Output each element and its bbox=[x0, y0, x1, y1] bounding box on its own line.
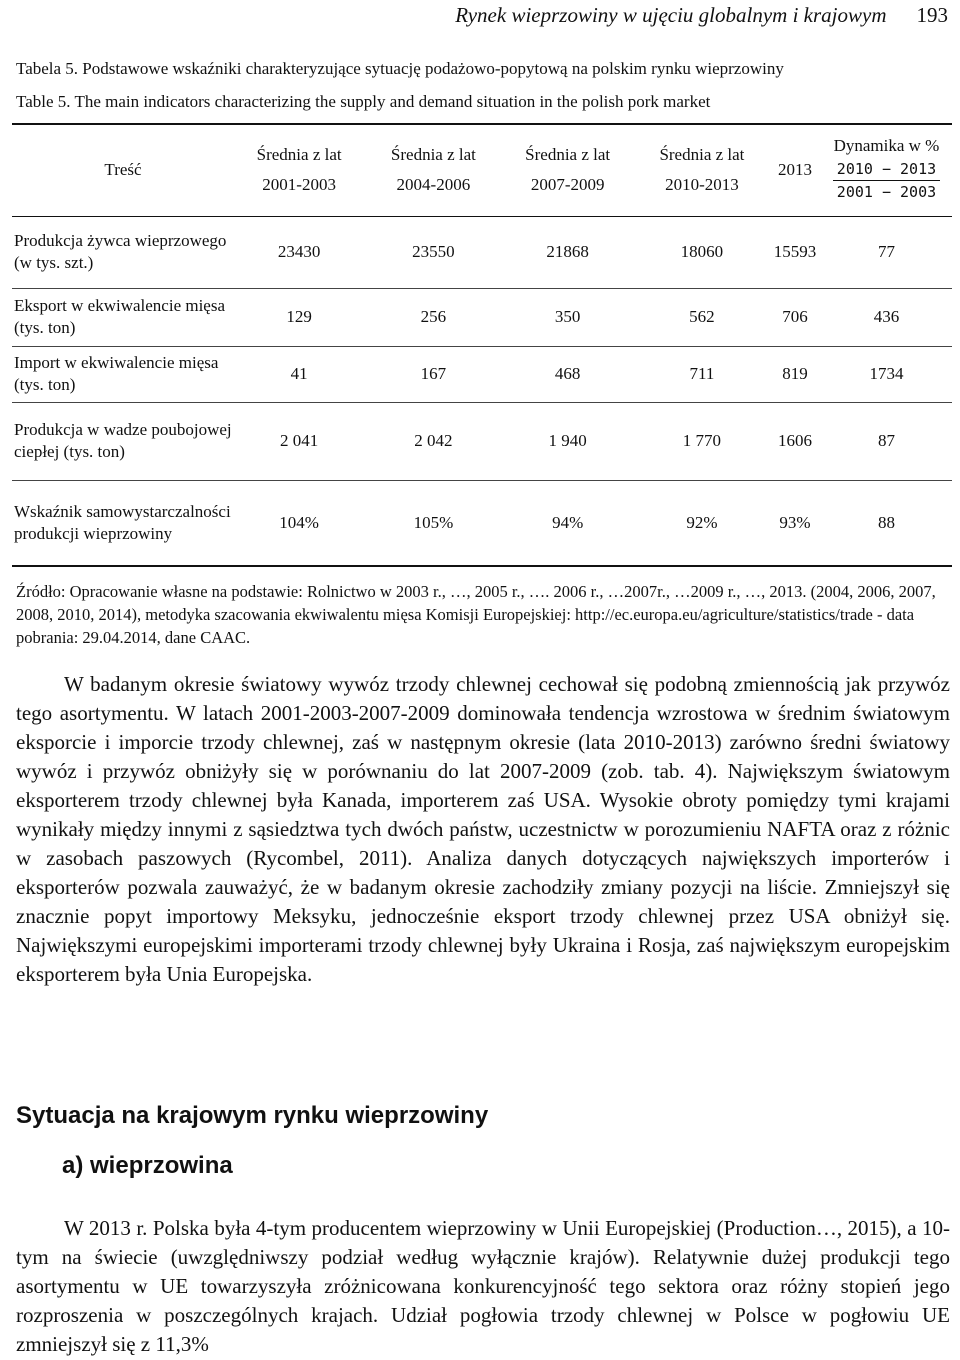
table-cell: 706 bbox=[782, 307, 808, 326]
subsection-title: a) wieprzowina bbox=[62, 1152, 233, 1179]
page-number: 193 bbox=[916, 2, 948, 27]
dynamika-numerator: 2010 − 2013 bbox=[833, 158, 940, 181]
table-row bbox=[12, 288, 952, 346]
header-col-2010-2013: Średnia z lat 2010-2013 bbox=[659, 145, 745, 195]
table-row bbox=[12, 216, 952, 288]
row-label: Produkcja żywca wieprzowego (w tys. szt.) bbox=[14, 231, 227, 272]
header-col-2007-2009: Średnia z lat 2007-2009 bbox=[525, 145, 611, 195]
table-cell: 92% bbox=[686, 512, 718, 532]
header-col-2013: 2013 bbox=[778, 160, 812, 180]
table-cell: 1734 bbox=[869, 364, 904, 383]
table-cell: 77 bbox=[877, 242, 895, 261]
table-cell: 468 bbox=[554, 364, 581, 383]
table-row bbox=[12, 480, 952, 566]
table-cell: 23430 bbox=[277, 242, 321, 261]
table-cell: 436 bbox=[873, 307, 900, 326]
row-label: Import w ekwiwalencie mięsa (tys. ton) bbox=[14, 353, 219, 394]
dynamika-denominator: 2001 − 2003 bbox=[836, 182, 937, 201]
table-cell: 104% bbox=[279, 512, 319, 532]
table-cell: 93% bbox=[779, 512, 811, 532]
table-cell: 1 770 bbox=[682, 431, 722, 450]
row-label: Produkcja w wadze poubojowej ciepłej (tys. ton) bbox=[14, 420, 232, 461]
table-cell: 819 bbox=[782, 364, 808, 383]
body-paragraph-1: W badanym okresie światowy wywóz trzody chlewnej cechował się podobną zmiennością jak przywóz tego asortymentu. W latach 2001-2003-2007-2009 dominowała tendencja wzrostowa w średnim światowym eksporcie i imporcie trzody chlewnej, zaś w następnym okresie (lata 2010-2013) zarówno średni światowy wywóz i przywóz obniżyły się w porównaniu do lat 2007-2009 (zob. tab. 4). Największym światowym eksporterem trzody chlewnej była Kanada, importerem zaś USA. Wysokie obroty pomiędzy tymi krajami wynikały między innymi z sąsiedztwa tych dwóch państw, uczestnictw w porozumieniu NAFTA oraz z różnic w zasobach paszowych (Rycombel, 2011). Analiza danych dotyczących największych importerów i eksporterów pozwala zauważyć, że w badanym okresie zachodziły zmiany pozycji na liście. Zmniejszył się znacznie popyt importowy Meksyku, jednocześnie eksport trzody chlewnej przez USA obniżył się. Największymi europejskimi importerami trzody chlewnej były Ukraina i Rosja, zaś największym europejskim eksporterem była Unia Europejska. bbox=[16, 672, 950, 986]
table-cell: 256 bbox=[420, 307, 447, 326]
table-header-row bbox=[12, 124, 952, 216]
table-cell: 2 041 bbox=[280, 431, 319, 450]
table-cell: 562 bbox=[689, 307, 715, 326]
table-cell: 711 bbox=[689, 364, 715, 383]
row-label: Eksport w ekwiwalencie mięsa (tys. ton) bbox=[14, 296, 226, 337]
running-header bbox=[455, 0, 948, 30]
table-cell: 2 042 bbox=[414, 431, 453, 450]
table-cell: 1 940 bbox=[548, 431, 587, 450]
table-cell: 350 bbox=[554, 307, 581, 326]
table-cell: 18060 bbox=[680, 242, 724, 261]
table-cell: 105% bbox=[413, 512, 454, 532]
table-cell: 41 bbox=[290, 364, 308, 383]
table-cell: 167 bbox=[420, 364, 447, 383]
table-cell: 15593 bbox=[773, 242, 817, 261]
header-tresc: Treść bbox=[104, 160, 142, 180]
table-cell: 1606 bbox=[778, 431, 812, 450]
table-caption-polish: Tabela 5. Podstawowe wskaźniki charakteryzujące sytuację podażowo-popytową na polskim rynku wieprzowiny bbox=[16, 59, 784, 78]
body-paragraph-2: W 2013 r. Polska była 4-tym producentem wieprzowiny w Unii Europejskiej (Production…, 2015), a 10-tym na świecie (uwzględniwszy podział według wyłącznie krajów). Relatywnie dużej produkcji tego asortymentu w UE towarzyszyła zróżnicowana konkurencyjność tego sektora oraz różny stopień jego rozproszenia w poszczególnych krajach. Udział pogłowia trzody chlewnej w Polsce w pogłowiu UE zmniejszył się z 11,3% bbox=[16, 1216, 950, 1356]
header-dynamika bbox=[821, 124, 952, 216]
header-col-2004-2006: Średnia z lat 2004-2006 bbox=[390, 145, 476, 195]
table-cell: 129 bbox=[286, 307, 312, 326]
table-cell: 21868 bbox=[546, 242, 589, 261]
table-cell: 94% bbox=[552, 512, 584, 532]
source-note: Źródło: Opracowanie własne na podstawie: Rolnictwo w 2003 r., …, 2005 r., …. 2006 r., …2007r., …2009 r., …, 2013. (2004, 2006, 2007, 2008, 2010, 2014), metodyka szacowania ekwiwalentu mięsa Komisji Europejskiej: http://ec.europa.eu/agriculture/statistics/trade - data pobrania: 29.04.2014, dane CAAC. bbox=[16, 582, 936, 647]
table-cell: 88 bbox=[877, 512, 895, 532]
table-row bbox=[12, 402, 952, 480]
indicators-table bbox=[12, 123, 952, 567]
dynamika-fraction bbox=[833, 158, 940, 203]
table-row bbox=[12, 346, 952, 402]
table-cell: 87 bbox=[877, 431, 895, 450]
section-title: Sytuacja na krajowym rynku wieprzowiny bbox=[16, 1102, 489, 1129]
dynamika-label: Dynamika w % bbox=[833, 135, 940, 155]
table-cell: 23550 bbox=[412, 242, 455, 261]
header-col-2001-2003: Średnia z lat 2001-2003 bbox=[256, 145, 342, 195]
running-header-title: Rynek wieprzowiny w ujęciu globalnym i krajowym bbox=[455, 2, 887, 27]
table-caption-english: Table 5. The main indicators characterizing the supply and demand situation in the polish pork market bbox=[16, 92, 711, 111]
row-label: Wskaźnik samowystarczalności produkcji wieprzowiny bbox=[14, 501, 231, 543]
